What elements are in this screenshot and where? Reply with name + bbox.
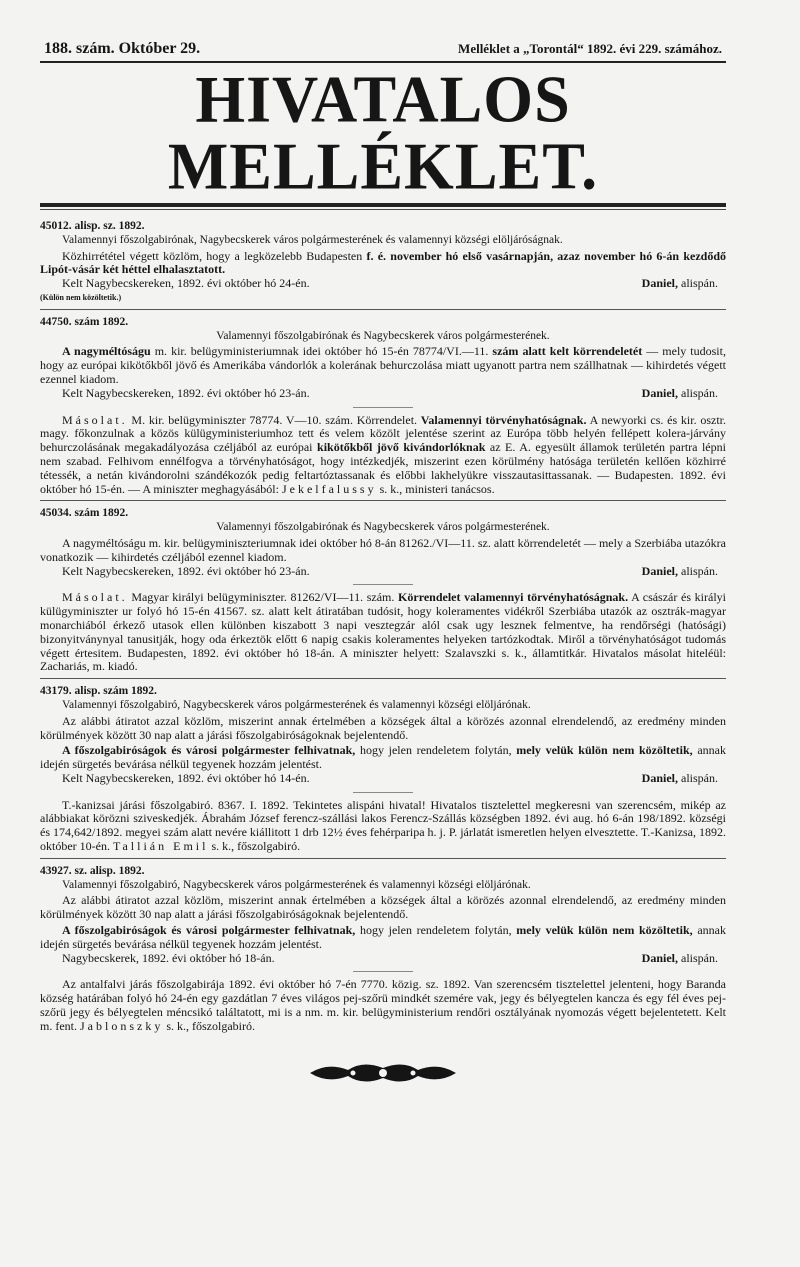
dateline [40, 387, 726, 401]
text-run: s. k., főszolgabiró. [208, 839, 301, 854]
notice-number: 43179. alisp. szám 1892. [40, 685, 157, 698]
text-run: Az alábbi átiratot azzal közlöm, miszerint annak értelmében a községek által a körözés azonnal elrendelendő, az eredmény minden körülmények között 30 nap alatt a járási főszolgabiróságoknak bejelentendő. [40, 893, 726, 922]
ornament-icon [308, 1060, 458, 1086]
date-place: Kelt Nagybecskereken, 1892. évi október hó 14-én. [62, 770, 310, 785]
notice [40, 865, 726, 1038]
text-run: az E. A. egyesült államok területén partra lépni nem szabad. Felhivom ennélfogva a törvényhatóságot, hogy intézkedjék, miszerint ezen körülmény hatósága területén kellően közhirré tétessék, a netán kivándorolni szándékozók pedig feltartóztassanak és előbbi lakhelyükre visszautasittassanak. — Budapesten. 1892. évi október hó 15-én. — A miniszter meghagyásából: [40, 440, 726, 496]
spaced-text: Másolat. [62, 590, 128, 605]
signature-name: Daniel, [641, 563, 678, 578]
bold-text: Valamennyi törvényhatóságnak. [420, 412, 587, 427]
bold-text: A főszolgabiróságok és városi polgármester felhivatnak, [62, 743, 356, 758]
text-run: A nagyméltóságu m. kir. belügyminiszteriumnak idei október hó 8-án 81262./VI—11. sz. alatt körrendeletét — mely a Szerbiába utazókra vonatkozik — kihirdetés czéljából ezennel kiadom. [40, 535, 726, 564]
signature [642, 277, 718, 291]
text-run: Az alábbi átiratot azzal közlöm, miszerint annak értelmében a községek által a körözés azonnal elrendelendő, az eredmény minden körülmények között 30 nap alatt a járási főszolgabiróságoknak bejelentendő. [40, 713, 726, 742]
text-run: annak idején sürgetés bevárása nélkül tegyenek hozzám jelentést. [40, 743, 726, 772]
bold-text: A nagyméltóságu [62, 344, 151, 359]
signature-name: Daniel, [641, 276, 678, 291]
notice [40, 220, 726, 310]
signature-title: alispán. [678, 385, 718, 400]
paragraph [40, 537, 726, 565]
dateline [40, 277, 726, 291]
text-run: M. kir. belügyminiszter 78774. V—10. szám. Körrendelet. [127, 412, 421, 427]
text-run: s. k., főszolgabiró. [163, 1018, 255, 1033]
page-title: HIVATALOS MELLÉKLET. [167, 61, 599, 204]
dateline [40, 565, 726, 579]
spaced-text: Jekelfalussy [281, 481, 377, 496]
paragraph [40, 894, 726, 922]
date-place: Nagybecskerek, 1892. évi október hó 18-án. [62, 950, 275, 965]
text-run: hogy jelen rendeletem folytán, [355, 743, 517, 758]
notice-addressee: Valamennyi főszolgabiró, Nagybecskerek város polgármesterének és valamennyi községi elöljárónak. [62, 878, 531, 891]
signature [642, 772, 718, 786]
notice-addressee: Valamennyi főszolgabirónak, Nagybecskerek város polgármesterének és valamennyi községi elöljáróságnak. [62, 233, 563, 246]
text-run: hogy jelen rendeletem folytán, [355, 923, 517, 938]
notice-number: 45012. alisp. sz. 1892. [40, 220, 145, 232]
text-run: — mely tudosit, hogy az európai kikötőkből jövő és Amerikába vándorlók a kolerának behurczolása miatt ugyanott partra nem szállhatnak — kihirdetés végett ezennel kiadom. [40, 344, 726, 386]
supplement-note: Melléklet a „Torontál“ 1892. évi 229. számához. [458, 41, 722, 56]
paragraph [40, 744, 726, 772]
title-rule [40, 203, 726, 207]
spaced-text: Jablonszky [80, 1018, 164, 1033]
dateline [40, 952, 726, 966]
bold-text: szám alatt kelt körrendeletét [492, 344, 643, 359]
signature-title: alispán. [678, 276, 718, 291]
signature-title: alispán. [678, 770, 718, 785]
separator [353, 584, 413, 585]
bold-text: A főszolgabiróságok és városi polgármester felhivatnak, [62, 923, 356, 938]
spaced-text: Másolat. [62, 412, 128, 427]
text-run: Közhirrététel végett közlöm, hogy a legközelebb Budapesten [62, 248, 367, 263]
signature-title: alispán. [678, 563, 718, 578]
paragraph [40, 591, 726, 674]
signature-name: Daniel, [641, 770, 678, 785]
paragraph [40, 345, 726, 386]
bold-text: mely velük külön nem közöltetik, [516, 923, 693, 938]
signature-title: alispán. [678, 950, 718, 965]
notice-number: 45034. szám 1892. [40, 507, 129, 520]
notice-number: 44750. szám 1892. [40, 315, 129, 328]
signature [642, 952, 718, 966]
paragraph [40, 924, 726, 952]
paragraph [40, 715, 726, 743]
text-run: Magyar királyi belügyminiszter. 81262/VI—11. szám. [127, 590, 399, 605]
text-run: s. k., ministeri tanácsos. [376, 481, 495, 496]
signature [642, 565, 718, 579]
notice-number: 43927. sz. alisp. 1892. [40, 864, 145, 877]
masthead-line [40, 40, 726, 58]
separator [353, 792, 413, 793]
date-place: Kelt Nagybecskereken, 1892. évi október hó 23-án. [62, 563, 310, 578]
paragraph [40, 414, 726, 497]
text-run: A császár és királyi külügyminiszter ur folyó hó 15-én 41567. sz. alatt kelt átiratában tudósit, hogy koleramentes vidékről Szerbiába utazók az osztrák-magyar monarchiából érkező utasok ellen különben kiszabott 3 napi vesztegzár alól csak ugy lesznek felmentve, ha rendőrségi (hatósági) bizonyitványnyal tanusitják, hogy oda érkeztök előtt 6 napig csakis koleramentes helyeken tartózkodtak. Miről a törvényhatóságot tudomás végett értesitem. Budapesten, 1892. évi október hó 18-án. A miniszter helyett: Szalavszki s. k., államtitkár. Hivatalos másolat hiteléül: Zachariás, m. kiadó. [40, 590, 726, 674]
notice [40, 507, 726, 679]
signature-name: Daniel, [641, 385, 678, 400]
separator [353, 971, 413, 972]
title-rule-thin [40, 209, 726, 210]
paragraph [40, 799, 726, 854]
bold-text: mely velük külön nem közöltetik, [516, 743, 693, 758]
bold-text: f. é. november hó első vasárnapján, azaz november hó 6-án kezdődő Lipót-vásár két héttel elhalasztatott. [40, 248, 726, 277]
paragraph [40, 250, 726, 278]
paragraph [40, 978, 726, 1033]
notice-remark: (Külön nem közöltetik.) [40, 292, 122, 302]
signature-name: Daniel, [641, 950, 678, 965]
bold-text: kikötőkből jövő kivándorlóknak [317, 440, 486, 455]
notice [40, 316, 726, 502]
bold-text: Körrendelet valamennyi törvényhatóságnak. [398, 590, 629, 605]
date-place: Kelt Nagybecskereken, 1892. évi október hó 23-án. [62, 385, 310, 400]
newspaper-page [40, 40, 726, 1086]
notice-addressee: Valamennyi főszolgabirónak és Nagybecskerek város polgármesterének. [216, 329, 550, 342]
spaced-text: Tallián Emil [112, 839, 209, 854]
dateline [40, 772, 726, 786]
notices [40, 220, 726, 1038]
notice [40, 685, 726, 859]
text-run: annak idején sürgetés bevárása nélkül tegyenek hozzám jelentést. [40, 923, 726, 951]
text-run: Az antalfalvi járás főszolgabirája 1892. évi október hó 7-én 7770. közig. sz. 1892. Van szerencsém tisztelettel jelenteni, hogy Baranda község határában folyó hó 24-én egy gazdátlan 7 éves világos pej-szőrü mindkét szemére vak, jegy és bélyegtelen kancza és egy fél éves pej-szőrü jegy és bélyegtelen méncsikó találtatott, mi is a nm. m. kir. belügyministerium rendőri osztályának nyomozás végett bejelentetett. Kelt m. fent. [40, 977, 726, 1033]
signature [642, 387, 718, 401]
issue-number: 188. szám. Október 29. [44, 40, 201, 57]
text-run: T.-kanizsai járási főszolgabiró. 8367. I. 1892. Tekintetes alispáni hivatal! Hivatalos tisztelettel megkeresni van szerencsém, mikép az alábbiakat körözni sziveskedjék. Ábrahám József ferencz-szállási lakos Ferencz-Szállás községben 1892. évi aug. hó 6-án 198/1892. községi és 174,642/1892. megyei szám alatt nevére kiállitott 1 drb 12½ éves fehérparipa h. j. P. járlatát ismeretlen helyen elvesztette. T.-Kanizsa, 1892. október 10-én. [40, 797, 727, 854]
notice-addressee: Valamennyi főszolgabirónak és Nagybecskerek város polgármesterének. [216, 521, 550, 534]
text-run: m. kir. belügyministeriumnak idei október hó 15-én 78774/VI.—11. [150, 344, 493, 359]
notice-addressee: Valamennyi főszolgabiró, Nagybecskerek város polgármesterének és valamennyi községi elöljárónak. [62, 698, 531, 711]
separator [353, 407, 413, 408]
date-place: Kelt Nagybecskereken, 1892. évi október hó 24-én. [62, 276, 310, 291]
text-run: A newyorki cs. és kir. osztr. magy. főkonzulnak a közös külügyministeriumhoz tett és velem közölt jelentése szerint az Európa több helyén fellépett kolera-járvány behurczolásának megakadályozása czéljából az európai [40, 412, 726, 455]
